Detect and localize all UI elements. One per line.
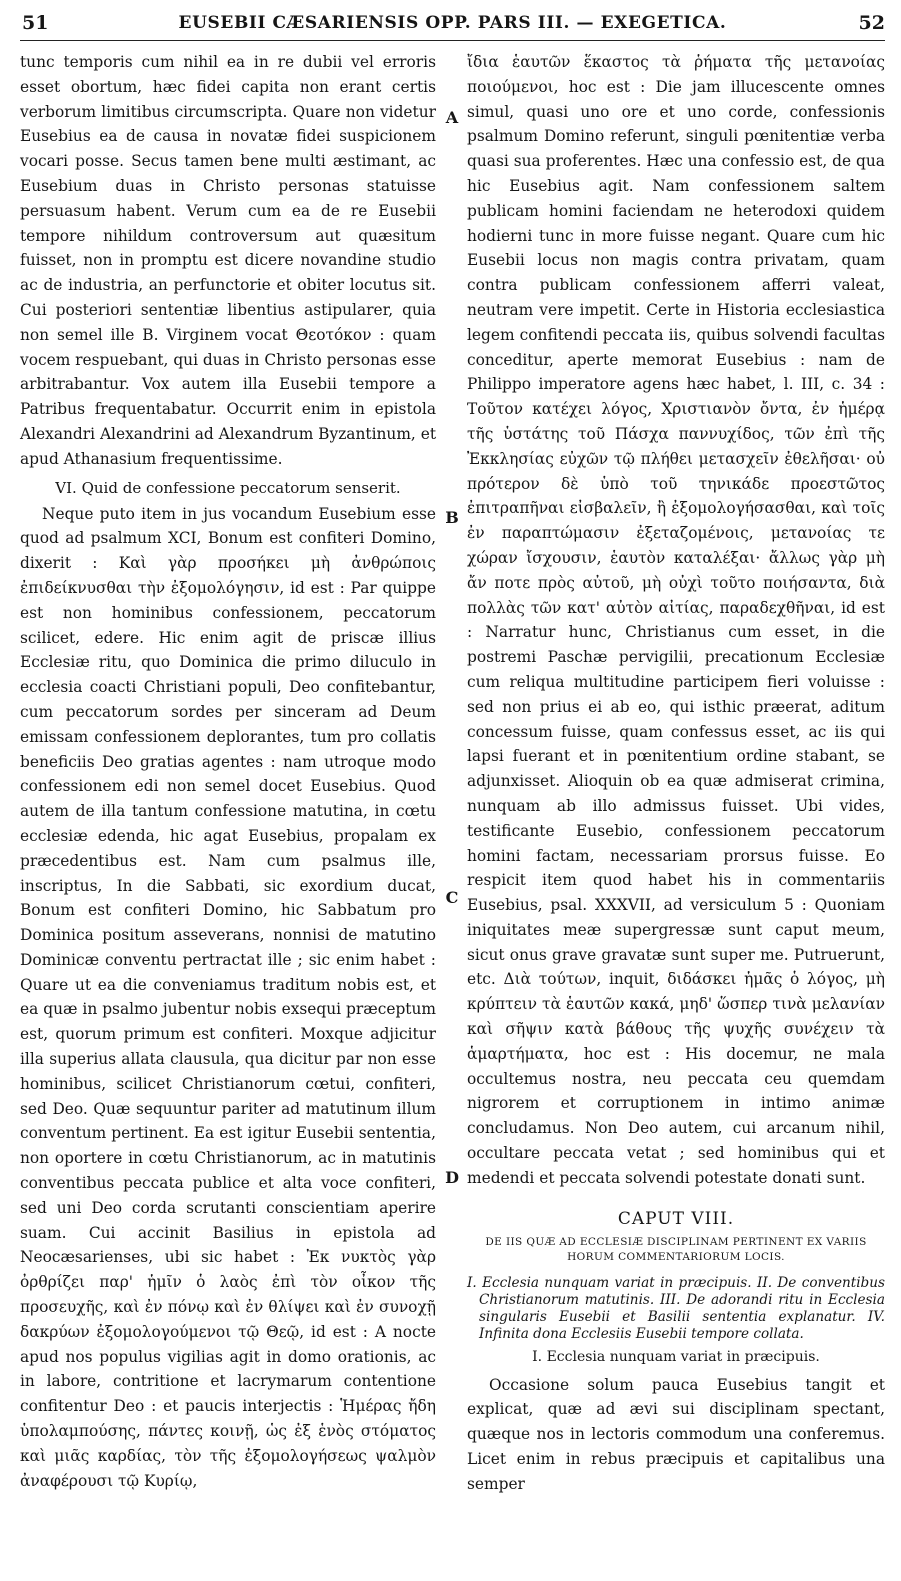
left-paragraph-1: tunc temporis cum nihil ea in re dubii vel erroris esset obortum, hæc fidei capita non erant certis verborum limitibus circumscripta. Quare non videtur Eusebius ea de causa in novatæ fidei suspicionem vocari posse. Secus tamen bene multi æstimant, ac Eusebium duas in Christo personas statuisse persuasum habent. Verum cum ea de re Eusebii tempore nihildum controversum aut quæsitum fuisset, non in promptu est dicere novandine studio ac de industria, an perfunctorie et obiter locutus sit. Cui posteriori sententiæ libentius astipularer, quia non semel ille B. Virginem vocat Θεοτόκον : quam vocem respuebant, qui duas in Christo personas esse arbitrabantur. Vox autem illa Eusebii tempore a Patribus frequentabatur. Occurrit enim in epistola Alexandri Alexandrini ad Alexandrum Byzantinum, et apud Athanasium frequentissime. bbox=[20, 53, 436, 468]
page-number-right: 52 bbox=[858, 12, 885, 34]
left-paragraph-2: Neque puto item in jus vocandum Eusebium esse quod ad psalmum XCI, Bonum est confiteri Domino, dixerit : Καὶ γὰρ προσήκει μὴ ἀνθρώποις ἐπιδείκνυσθαι τὴν ἐξομολόγησιν, id est : Par quippe est non hominibus confessionem, peccatorum scilicet, edere. Hic enim agit de priscæ illius Ecclesiæ ritu, quo Dominica die primo diluculo in ecclesia coacti Christiani populi, Deo confitebantur, cum peccatorum sordes per sinceram ad Deum emissam confessionem deplorantes, tum pro collatis beneficiis Deo gratias agentes : nam utroque modo confessionem edi non semel docet Eusebius. Quod autem de illa tantum confessione matutina, in cœtu ecclesiæ edenda, hic agat Eusebius, propalam ex præcedentibus est. Nam cum psalmus ille, inscriptus, In die Sabbati, sic exordium ducat, Bonum est confiteri Domino, hic Sabbatum pro Dominica positum asseverans, nonnisi de matutino Dominicæ conventu pertractat ille ; sic enim habet : Quare ut ea die conveniamus traditum nobis est, et ea quæ in psalmo jubentur nobis exsequi præceptum est, quorum primum est confiteri. Moxque adjicitur illa superius allata clausula, qua dicitur par non esse hominibus, scilicet Christianorum cœtui, confiteri, sed Deo. Quæ sequuntur pariter ad matutinum illum conventum pertinent. Ea est igitur Eusebii sententia, non oportere in cœtu Christianorum, ac in matutinis conventibus peccata publice et alta voce confiteri, sed uni Deo corda scrutanti conscientiam aperire suam. Cui accinit Basilius in epistola ad Neocæsarienses, ubi sic habet : Ἐκ νυκτὸς γὰρ ὀρθρίζει παρ' ἡμῖν ὁ λαὸς ἐπὶ τὸν οἶκον τῆς προσευχῆς, καὶ ἐν πόνῳ καὶ ἐν θλίψει καὶ ἐν συνοχῇ δακρύων ἐξομολογούμενοι τῷ Θεῷ, id est : A nocte apud nos populus vigilias agit in domo orationis, ac in labore, contritione et lacrymarum contentione confitentur Deo : et paucis interjectis : Ἡμέρας ἤδη ὑπολαμπούσης, πάντες κοινῇ, ὡς ἐξ ἑνὸς στόματος καὶ μιᾶς καρδίας, τὸν τῆς ἐξομολογήσεως ψαλμὸν ἀναφέρουσι τῷ Κυρίῳ, bbox=[20, 504, 436, 1490]
book-page bbox=[20, 8, 885, 1573]
right-column bbox=[467, 50, 885, 1497]
chapter-summary: I. Ecclesia nunquam variat in præcipuis. II. De conventibus Christianorum matutinis. III. De adorandi ritu in Ecclesia singularis Eusebii et Basilii sententia explanatur. IV. Infinita dona Ecclesiis Eusebii tempore collata. bbox=[467, 1274, 885, 1342]
margin-marker-a: A bbox=[445, 108, 459, 127]
page-header bbox=[20, 8, 885, 41]
chapter-subtitle: DE IIS QUÆ AD ECCLESIÆ DISCIPLINAM PERTINENT EX VARIIS HORUM COMMENTARIORUM LOCIS. bbox=[485, 1235, 867, 1263]
subsection-title: I. Ecclesia nunquam variat in præcipuis. bbox=[532, 1348, 820, 1365]
page-number-left: 51 bbox=[22, 12, 49, 34]
running-title: EUSEBII CÆSARIENSIS OPP. PARS III. — EXEGETICA. bbox=[178, 13, 727, 33]
chapter-title: CAPUT VIII. bbox=[617, 1208, 735, 1229]
right-paragraph-2: Occasione solum pauca Eusebius tangit et explicat, quæ ad ævi sui disciplinam spectant, quæque nos in lectoris commodum una conferemus. Licet enim in rebus præcipuis et capitalibus una semper bbox=[467, 1375, 885, 1493]
margin-marker-c: C bbox=[445, 888, 459, 907]
right-paragraph-1: ἴδια ἑαυτῶν ἕκαστος τὰ ῥήματα τῆς μετανοίας ποιούμενοι, hoc est : Die jam illucescente omnes simul, quasi uno ore et uno corde, confessionis psalmum Domino referunt, singuli pœnitentiæ verba quasi sua proferentes. Hæc una confessio est, de qua hic Eusebius agit. Nam confessionem saltem publicam homini faciendam ne heterodoxi quidem hodierni tunc in more fuisse negant. Quare cum hic Eusebii locus non magis contra privatam, quam contra publicam confessionem afferri valeat, neutram vere impetit. Certe in Historia ecclesiastica legem confitendi peccata iis, quibus solvendi facultas conceditur, aperte memorat Eusebius : nam de Philippo imperatore agens hæc habet, l. III, c. 34 : Τοῦτον κατέχει λόγος, Χριστιανὸν ὄντα, ἐν ἡμέρᾳ τῆς ὑστάτης τοῦ Πάσχα παννυχίδος, τῶν ἐπὶ τῆς Ἐκκλησίας εὐχῶν τῷ πλήθει μετασχεῖν ἐθελῆσαι· οὐ πρότερον δὲ ὑπὸ τοῦ τηνικάδε προεστῶτος ἐπιτραπῆναι εἰσβαλεῖν, ἢ ἐξομολογήσασθαι, καὶ τοῖς ἐν παραπτώμασιν ἐξεταζομένοις, μετανοίας τε χώραν ἴσχουσιν, ἑαυτὸν καταλέξαι· ἄλλως γὰρ μὴ ἄν ποτε πρὸς αὐτοῦ, μὴ οὐχὶ τοῦτο ποιήσαντα, διὰ πολλὰς τῶν κατ' αὐτὸν αἰτίας, παραδεχθῆναι, id est : Narratur hunc, Christianus cum esset, in die postremi Paschæ pervigilii, precationum Ecclesiæ cum reliqua multitudine participem fieri voluisse : sed non prius ei ab eo, qui isthic præerat, aditum concessum fuisse, quam confessus esset, ac iis qui lapsi fuerant et in pœnitentium ordine stabant, se adjunxisset. Alioquin ob ea quæ admiserat crimina, nunquam ab illo admissus fuisset. Ubi vides, testificante Eusebio, confessionem peccatorum homini factam, necessariam prorsus fuisse. Eo respicit item quod habet his in commentariis Eusebius, psal. XXXVII, ad versiculum 5 : Quoniam iniquitates meæ supergressæ sunt caput meum, sicut onus grave gravatæ sunt super me. Putruerunt, etc. Διὰ τούτων, inquit, διδάσκει ἡμᾶς ὁ λόγος, μὴ κρύπτειν τὰ ἑαυτῶν κακά, μηδ' ὥσπερ τινὰ μελανίαν καὶ σῆψιν κατὰ βάθους τῆς ψυχῆς συνέχειν τὰ ἁμαρτήματα, hoc est : His docemur, ne mala occultemus nostra, neu peccata ceu quemdam nigrorem et corruptionem in intimo animæ concludamus. Non Deo autem, cui arcanum nihil, occultare peccata vetat ; sed hominibus qui et medendi et peccata solvendi potestate donati sunt. bbox=[467, 53, 885, 1187]
margin-marker-d: D bbox=[445, 1168, 459, 1187]
margin-marker-b: B bbox=[445, 508, 459, 527]
section-title-vi: VI. Quid de confessione peccatorum senserit. bbox=[55, 478, 401, 497]
left-column bbox=[20, 50, 436, 1493]
